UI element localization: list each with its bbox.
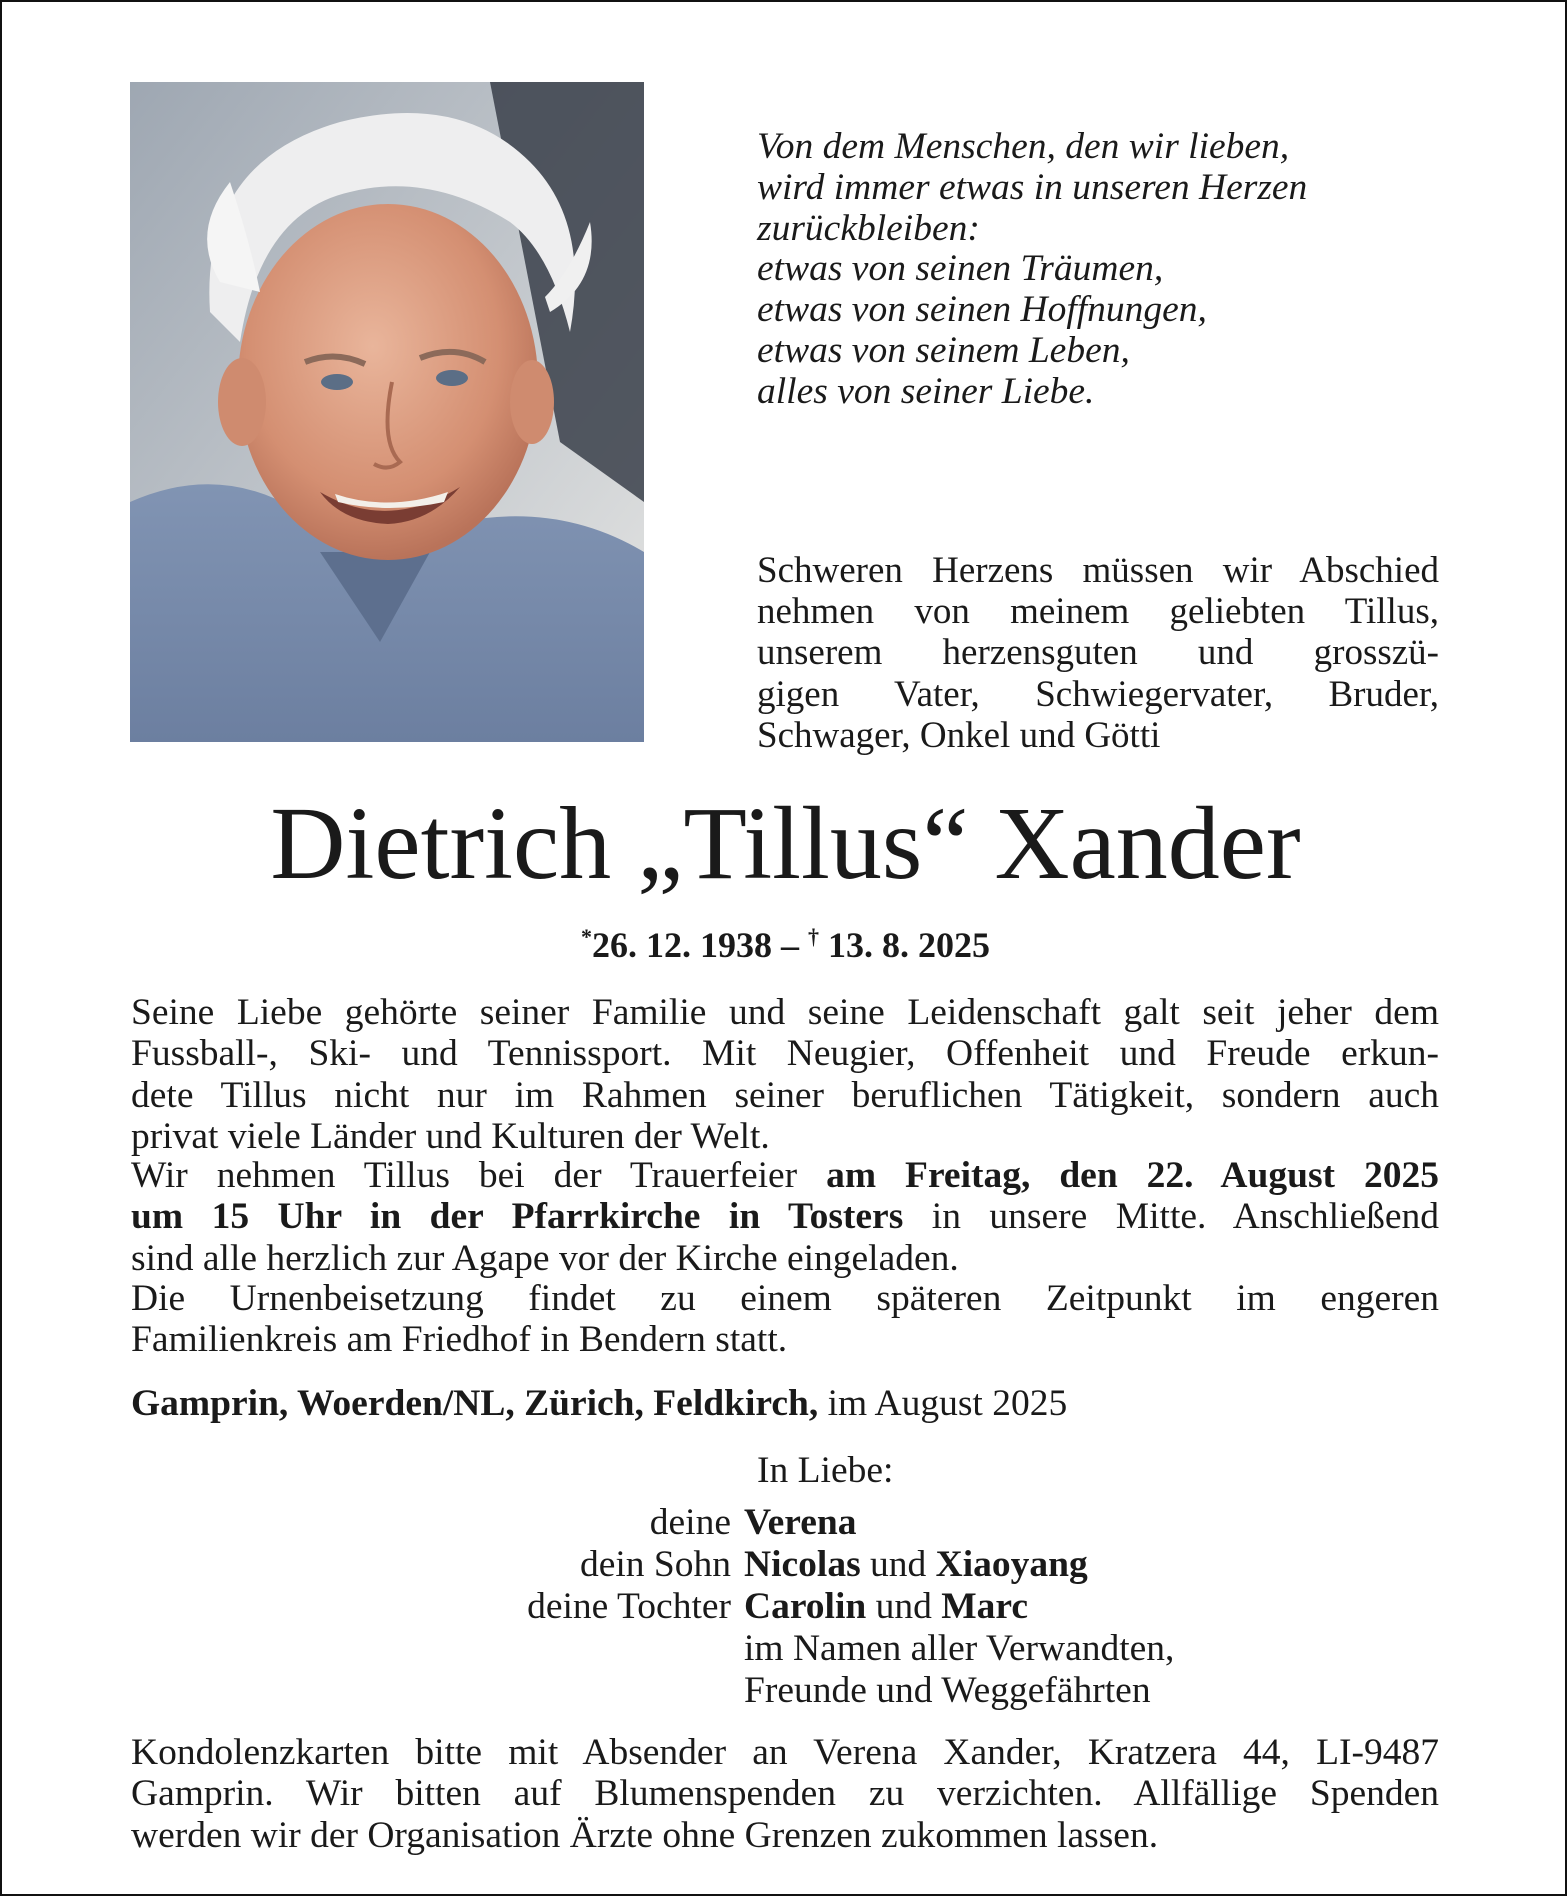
condolence-note [131,1732,1439,1856]
farewell-line: Schwager, Onkel und Götti [757,714,1161,756]
farewell-text [757,550,1439,756]
body-line: Gamprin. Wir bitten auf Blumenspenden zu verzichten. Allfällige Spenden [131,1773,1439,1815]
farewell-line: unserem herzensguten und grosszü- [757,632,1439,674]
place-and-date [131,1383,1067,1425]
month-year: im August 2025 [818,1383,1068,1424]
mourner-closing: im Namen aller Verwandten, [744,1628,1175,1669]
mourner-name: Marc [941,1586,1029,1627]
mourner-closing-row [131,1670,1439,1712]
mourner-name: Xiaoyang [935,1544,1088,1585]
mourner-role: dein Sohn [579,1544,731,1585]
body-line: Fussball-, Ski- und Tennissport. Mit Neugier, Offenheit und Freude erkun- [131,1033,1439,1075]
body-line: Kondolenzkarten bitte mit Absender an Verena Xander, Kratzera 44, LI-9487 [131,1732,1439,1773]
mourner-row [131,1502,1439,1544]
memorial-poem [757,127,1457,413]
funeral-service-info [131,1155,1439,1279]
service-intro: Wir nehmen Tillus bei der Trauerfeier [131,1155,827,1196]
in-love-heading: In Liebe: [757,1450,894,1491]
service-continuation: in unsere Mitte. Anschließend [903,1196,1439,1238]
portrait-photo [130,82,644,742]
mourner-closing: Freunde und Weggefährten [744,1670,1151,1711]
body-line: dete Tillus nicht nur im Rahmen seiner beruflichen Tätigkeit, sondern auch [131,1074,1439,1116]
poem-line: Von dem Menschen, den wir lieben, [757,126,1290,167]
body-line: privat viele Länder und Kulturen der Welt. [131,1115,770,1157]
farewell-line: nehmen von meinem geliebten Tillus, [757,591,1439,633]
mourner-name: Nicolas [744,1544,861,1585]
mourner-row [131,1586,1439,1628]
mourner-conjunction: und [866,1586,942,1627]
body-line: Seine Liebe gehörte seiner Familie und seine Leidenschaft galt seit jeher dem [131,992,1439,1033]
mourner-name: Verena [744,1502,857,1543]
body-line: Familienkreis am Friedhof in Bendern statt. [131,1319,788,1361]
death-date: 13. 8. 2025 [819,925,990,965]
birth-date: 26. 12. 1938 [592,925,772,965]
deceased-name: Dietrich „Tillus“ Xander [270,786,1301,901]
mourner-row [131,1544,1439,1586]
mourner-names [744,1502,1439,1544]
death-symbol: † [808,924,819,949]
mourner-names [744,1586,1439,1628]
mourner-names [744,1544,1439,1586]
date-separator: – [772,925,808,965]
poem-line: etwas von seinem Leben, [757,329,1130,371]
poem-line: wird immer etwas in unseren Herzen [757,166,1308,208]
portrait-illustration [130,82,644,742]
body-line [131,1155,1439,1196]
mourner-role: deine Tochter [527,1586,731,1627]
poem-line: etwas von seinen Hoffnungen, [757,289,1207,331]
body-line: werden wir der Organisation Ärzte ohne Grenzen zukommen lassen. [131,1814,1159,1856]
body-line [131,1196,1439,1237]
birth-symbol: * [581,924,592,949]
poem-line: etwas von seinen Träumen, [757,248,1164,290]
mourners-list [131,1502,1439,1712]
mourner-role: deine [649,1502,731,1543]
service-time-location: um 15 Uhr in der Pfarrkirche in Tosters [131,1196,904,1238]
life-dates [2,915,1567,967]
life-description [131,992,1439,1157]
mourner-conjunction: und [860,1544,936,1585]
mourner-closing-row [131,1628,1439,1670]
body-line: sind alle herzlich zur Agape vor der Kirche eingeladen. [131,1237,959,1279]
farewell-line: Schweren Herzens müssen wir Abschied [757,550,1439,591]
body-line: Die Urnenbeisetzung findet zu einem späteren Zeitpunkt im engeren [131,1278,1439,1319]
poem-line: alles von seiner Liebe. [757,370,1095,412]
poem-line: zurückbleiben: [757,207,980,249]
farewell-line: gigen Vater, Schwiegervater, Bruder, [757,673,1439,715]
places: Gamprin, Woerden/NL, Zürich, Feldkirch, [131,1383,819,1424]
service-date: am Freitag, den 22. August 2025 [826,1155,1439,1196]
burial-info [131,1278,1439,1361]
mourner-name: Carolin [744,1586,867,1627]
